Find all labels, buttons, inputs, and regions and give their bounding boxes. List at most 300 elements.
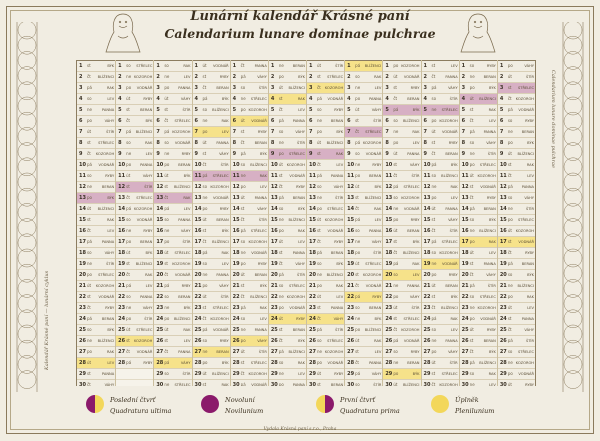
weekday: ne (393, 360, 399, 365)
day-cell (498, 259, 535, 270)
weekday: ne (240, 327, 246, 332)
day-number: 5 (156, 107, 160, 113)
weekday: pá (278, 195, 284, 200)
weekday: pá (355, 294, 361, 299)
day-cell (231, 149, 268, 160)
zodiac-sign: PANNA (216, 273, 229, 277)
day-cell (422, 347, 459, 358)
day-number: 22 (79, 294, 86, 300)
day-number: 3 (347, 85, 351, 91)
day-number: 7 (423, 129, 427, 135)
day-number: 22 (270, 294, 278, 300)
weekday: ne (317, 195, 322, 200)
weekday: ne (431, 261, 437, 266)
zodiac-sign: ŠTÍR (449, 229, 458, 233)
zodiac-sign: BLÍŽENCI (441, 306, 458, 310)
day-number: 15 (461, 217, 469, 223)
day-cell (383, 303, 420, 314)
zodiac-sign: LEV (183, 75, 191, 79)
weekday: st (164, 261, 168, 266)
zodiac-sign: VÁHY (524, 64, 534, 68)
left-ornament-icon (15, 22, 39, 392)
day-cell (193, 248, 230, 259)
day-cell (422, 127, 459, 138)
weekday: út (393, 305, 398, 310)
zodiac-sign: STŘELEC (441, 372, 458, 376)
day-number: 29 (461, 371, 469, 377)
day-cell (422, 369, 459, 380)
day-number: 1 (347, 63, 351, 69)
day-cell (231, 94, 268, 105)
weekday: so (507, 195, 513, 200)
day-number: 14 (385, 206, 393, 212)
zodiac-sign: KOZOROH (248, 108, 267, 112)
day-number: 11 (270, 173, 278, 179)
day-cell (231, 61, 268, 72)
day-cell (422, 160, 459, 171)
zodiac-sign: PANNA (216, 141, 229, 145)
weekday: čt (507, 173, 512, 178)
zodiac-sign: ŠTÍR (525, 207, 534, 211)
day-cell (422, 171, 459, 182)
day-cell (307, 303, 344, 314)
day-cell (116, 171, 153, 182)
weekday: čt (355, 283, 359, 288)
day-number: 8 (423, 140, 427, 146)
weekday: so (393, 118, 398, 123)
day-number: 25 (309, 327, 316, 333)
day-number: 28 (347, 360, 355, 366)
day-cell (422, 281, 459, 292)
day-cell (154, 325, 191, 336)
zodiac-sign: STŘELEC (136, 196, 153, 200)
day-number: 2 (232, 74, 237, 80)
weekday: po (431, 349, 437, 354)
weekday: čt (202, 239, 207, 244)
day-cell (345, 171, 382, 182)
day-cell (116, 325, 153, 336)
day-number: 4 (232, 96, 237, 102)
day-cell (307, 347, 344, 358)
day-cell (269, 292, 306, 303)
zodiac-sign: BÝK (298, 207, 305, 211)
weekday: po (393, 63, 399, 68)
zodiac-sign: PANNA (292, 251, 305, 255)
zodiac-sign: ŠTÍR (335, 64, 344, 68)
weekday: st (278, 250, 283, 255)
day-cell (307, 182, 344, 193)
zodiac-sign: VÁHY (219, 284, 229, 288)
weekday: so (469, 140, 475, 145)
day-number: 25 (270, 327, 278, 333)
day-number: 6 (347, 118, 351, 124)
day-number: 14 (423, 206, 431, 212)
day-cell (116, 61, 153, 72)
zodiac-sign: KOZOROH (134, 339, 153, 343)
day-cell (345, 303, 382, 314)
day-number: 24 (232, 316, 240, 322)
day-number: 20 (461, 272, 469, 278)
day-number: 15 (385, 217, 393, 223)
zodiac-sign: BLÍŽENCI (212, 108, 229, 112)
weekday: po (87, 195, 92, 200)
day-number: 9 (156, 151, 160, 157)
left-ornament-column (15, 22, 39, 392)
weekday: pá (164, 360, 170, 365)
day-cell (345, 105, 382, 116)
day-number: 1 (385, 63, 389, 69)
weekday: st (278, 173, 283, 178)
publisher-line: Vydala Krásná paní s.r.o., Praha (263, 427, 337, 432)
zodiac-sign: RAK (488, 372, 496, 376)
legend-label: Novoluní (225, 396, 255, 404)
weekday: út (507, 151, 512, 156)
day-number: 18 (385, 250, 393, 256)
weekday: pá (126, 360, 132, 365)
zodiac-sign: RAK (259, 174, 267, 178)
day-cell (498, 380, 535, 386)
day-cell (498, 83, 535, 94)
day-cell (193, 369, 230, 380)
day-cell (231, 215, 268, 226)
day-cell (269, 259, 306, 270)
weekday: po (355, 173, 361, 178)
zodiac-sign: LEV (336, 295, 344, 299)
moon-phase-legend (76, 388, 534, 426)
weekday: ne (469, 74, 475, 79)
day-cell (154, 116, 191, 127)
zodiac-sign: VODNÁŘ (327, 361, 344, 365)
day-number: 30 (194, 382, 202, 386)
zodiac-sign: ŠTÍR (449, 97, 458, 101)
zodiac-sign: ŠTÍR (182, 240, 191, 244)
day-number: 12 (499, 184, 507, 190)
day-cell (269, 171, 306, 182)
zodiac-sign: PANNA (178, 218, 191, 222)
zodiac-sign: ŠTÍR (296, 141, 305, 145)
day-number: 10 (347, 162, 355, 168)
day-cell (193, 204, 230, 215)
zodiac-sign: LEV (183, 339, 191, 343)
zodiac-sign: KOZOROH (439, 251, 458, 255)
weekday: st (431, 63, 436, 68)
day-cell (383, 292, 420, 303)
zodiac-sign: VÁHY (524, 328, 534, 332)
weekday: pá (393, 261, 399, 266)
month-column (306, 60, 344, 386)
zodiac-sign: ŠTÍR (525, 339, 534, 343)
zodiac-sign: LEV (374, 350, 382, 354)
day-number: 30 (461, 382, 469, 386)
weekday: po (240, 338, 246, 343)
day-number: 7 (156, 129, 160, 135)
weekday: pá (240, 382, 246, 386)
day-number: 16 (309, 228, 316, 234)
zodiac-sign: BÝK (374, 185, 382, 189)
zodiac-sign: RAK (374, 75, 382, 79)
day-number: 15 (194, 217, 202, 223)
day-cell (307, 105, 344, 116)
day-cell (498, 182, 535, 193)
weekday: čt (164, 349, 169, 354)
weekday: st (355, 118, 359, 123)
day-cell (422, 303, 459, 314)
day-cell (422, 72, 459, 83)
day-number: 2 (156, 74, 160, 80)
day-cell (77, 325, 115, 336)
day-cell (498, 369, 535, 380)
weekday: út (393, 228, 398, 233)
zodiac-sign: KOZOROH (134, 207, 153, 211)
day-cell (460, 160, 497, 171)
zodiac-sign: RAK (259, 306, 267, 310)
zodiac-sign: RAK (526, 163, 534, 167)
zodiac-sign: BERAN (483, 75, 496, 79)
weekday: so (164, 217, 169, 222)
zodiac-sign: RYBY (525, 383, 534, 386)
day-number: 19 (499, 261, 507, 267)
day-number: 27 (347, 349, 355, 355)
day-cell (231, 83, 268, 94)
day-cell (498, 336, 535, 347)
weekday: ne (469, 228, 475, 233)
day-cell (193, 105, 230, 116)
day-cell (422, 292, 459, 303)
weekday: pá (126, 206, 132, 211)
weekday: út (469, 173, 474, 178)
day-cell (116, 314, 153, 325)
weekday: st (126, 184, 130, 189)
day-cell (116, 237, 153, 248)
day-cell (154, 182, 191, 193)
day-number: 18 (461, 250, 469, 256)
day-cell (231, 204, 268, 215)
day-number: 13 (385, 195, 393, 201)
weekday: st (317, 74, 321, 79)
day-number: 20 (309, 272, 316, 278)
day-number: 8 (461, 140, 466, 146)
weekday: so (507, 349, 513, 354)
weekday: út (317, 294, 322, 299)
day-number: 20 (232, 272, 240, 278)
day-cell (269, 380, 306, 386)
day-number: 19 (309, 261, 316, 267)
day-number: 2 (118, 74, 122, 80)
day-cell (498, 281, 535, 292)
day-number: 19 (270, 261, 278, 267)
day-number: 2 (423, 74, 427, 80)
weekday: pá (87, 316, 92, 321)
day-number: 19 (232, 261, 240, 267)
day-cell (383, 83, 420, 94)
day-number: 4 (270, 96, 275, 102)
weekday: po (87, 349, 92, 354)
day-cell (154, 314, 191, 325)
day-number: 17 (270, 239, 278, 245)
day-number: 5 (232, 107, 237, 113)
zodiac-sign: BERAN (369, 306, 382, 310)
zodiac-sign: BÝK (107, 64, 115, 68)
weekday: pá (469, 206, 475, 211)
weekday: po (240, 107, 246, 112)
zodiac-sign: RYBY (525, 119, 534, 123)
zodiac-sign: LEV (450, 328, 458, 332)
day-cell (498, 358, 535, 369)
weekday: so (507, 272, 513, 277)
day-number: 6 (423, 118, 427, 124)
day-number: 15 (232, 217, 240, 223)
day-number: 27 (79, 349, 86, 355)
day-number: 9 (309, 151, 313, 157)
day-cell (231, 336, 268, 347)
day-cell (307, 94, 344, 105)
weekday: so (164, 371, 169, 376)
zodiac-sign: ŠTÍR (182, 372, 191, 376)
weekday: so (164, 140, 169, 145)
day-cell (116, 72, 153, 83)
day-cell (231, 182, 268, 193)
zodiac-sign: LEV (374, 86, 382, 90)
weekday: ne (469, 151, 475, 156)
day-number: 11 (347, 173, 355, 179)
weekday: út (431, 283, 436, 288)
day-number: 26 (118, 338, 126, 344)
zodiac-sign: BLÍŽENCI (479, 229, 496, 233)
day-number: 28 (385, 360, 393, 366)
zodiac-sign: LEV (260, 317, 267, 321)
day-number: 6 (499, 118, 504, 124)
zodiac-sign: BÝK (412, 108, 420, 112)
day-cell (193, 303, 230, 314)
day-cell (193, 61, 230, 72)
zodiac-sign: RYBY (448, 141, 458, 145)
day-number: 29 (499, 371, 507, 377)
weekday: so (278, 206, 284, 211)
zodiac-sign: VODNÁŘ (403, 339, 420, 343)
weekday: ne (507, 129, 513, 134)
day-cell (498, 237, 535, 248)
day-number: 3 (118, 85, 122, 91)
day-cell (498, 303, 535, 314)
weekday: pá (202, 327, 208, 332)
zodiac-sign: VÁHY (371, 372, 382, 376)
weekday: út (202, 371, 207, 376)
day-cell (498, 204, 535, 215)
day-number: 26 (156, 338, 164, 344)
weekday: po (164, 85, 170, 90)
zodiac-sign: STŘELEC (98, 141, 115, 145)
day-number: 18 (118, 250, 126, 256)
zodiac-sign: ŠTÍR (449, 361, 458, 365)
zodiac-sign: BÝK (450, 163, 458, 167)
zodiac-sign: STŘELEC (288, 284, 305, 288)
weekday: ne (507, 206, 513, 211)
day-number: 6 (270, 118, 275, 124)
zodiac-sign: VÁHY (180, 361, 191, 365)
day-number: 9 (423, 151, 427, 157)
zodiac-sign: BÝK (489, 350, 496, 354)
zodiac-sign: BLÍŽENCI (250, 163, 267, 167)
weekday: st (126, 338, 130, 343)
day-cell (193, 72, 230, 83)
day-number: 25 (499, 327, 507, 333)
zodiac-sign: RAK (450, 317, 458, 321)
day-number: 24 (347, 316, 355, 322)
day-number: 17 (423, 239, 431, 245)
day-cell (345, 226, 382, 237)
day-cell (345, 160, 382, 171)
zodiac-sign: RAK (221, 119, 229, 123)
day-number: 7 (270, 129, 275, 135)
day-number: 23 (118, 305, 126, 311)
weekday: st (431, 140, 436, 145)
weekday: so (393, 349, 398, 354)
weekday: st (317, 382, 321, 386)
weekday: út (355, 107, 360, 112)
weekday: čt (202, 316, 207, 321)
weekday: ne (87, 107, 92, 112)
weekday: po (507, 140, 513, 145)
day-number: 7 (461, 129, 466, 135)
day-cell (231, 292, 268, 303)
day-cell (116, 204, 153, 215)
zodiac-sign: BLÍŽENCI (173, 185, 191, 189)
day-number: 30 (385, 382, 393, 386)
day-number: 26 (232, 338, 240, 344)
day-cell (193, 116, 230, 127)
day-cell (77, 149, 115, 160)
zodiac-sign: PANNA (330, 306, 344, 310)
zodiac-sign: KOZOROH (324, 86, 344, 90)
day-cell (345, 347, 382, 358)
day-number: 16 (232, 228, 240, 234)
weekday: ne (126, 305, 132, 310)
zodiac-sign: KOZOROH (95, 152, 115, 156)
day-cell (422, 105, 459, 116)
day-number: 30 (309, 382, 316, 386)
zodiac-sign: VÁHY (409, 295, 420, 299)
day-cell (498, 171, 535, 182)
day-number: 17 (232, 239, 240, 245)
weekday: čt (469, 272, 474, 277)
day-number: 20 (499, 272, 507, 278)
day-number: 16 (423, 228, 431, 234)
weekday: čt (87, 382, 91, 386)
day-cell (307, 204, 344, 215)
day-number: 25 (423, 327, 431, 333)
day-cell (422, 226, 459, 237)
day-number: 19 (423, 261, 431, 267)
zodiac-sign: KOZOROH (401, 64, 420, 68)
day-cell (383, 171, 420, 182)
day-number: 19 (118, 261, 126, 267)
weekday: út (87, 129, 92, 134)
day-cell (193, 292, 230, 303)
day-number: 24 (194, 316, 202, 322)
weekday: út (469, 327, 474, 332)
day-number: 3 (461, 85, 466, 91)
zodiac-sign: BERAN (369, 174, 382, 178)
day-number: 7 (385, 129, 389, 135)
day-cell (269, 358, 306, 369)
day-number: 24 (118, 316, 126, 322)
day-cell (154, 83, 191, 94)
day-number: 12 (309, 184, 316, 190)
title-czech: Lunární kalendář Krásné paní (190, 9, 410, 24)
zodiac-sign: RAK (335, 152, 344, 156)
day-cell (193, 270, 230, 281)
day-cell (231, 270, 268, 281)
